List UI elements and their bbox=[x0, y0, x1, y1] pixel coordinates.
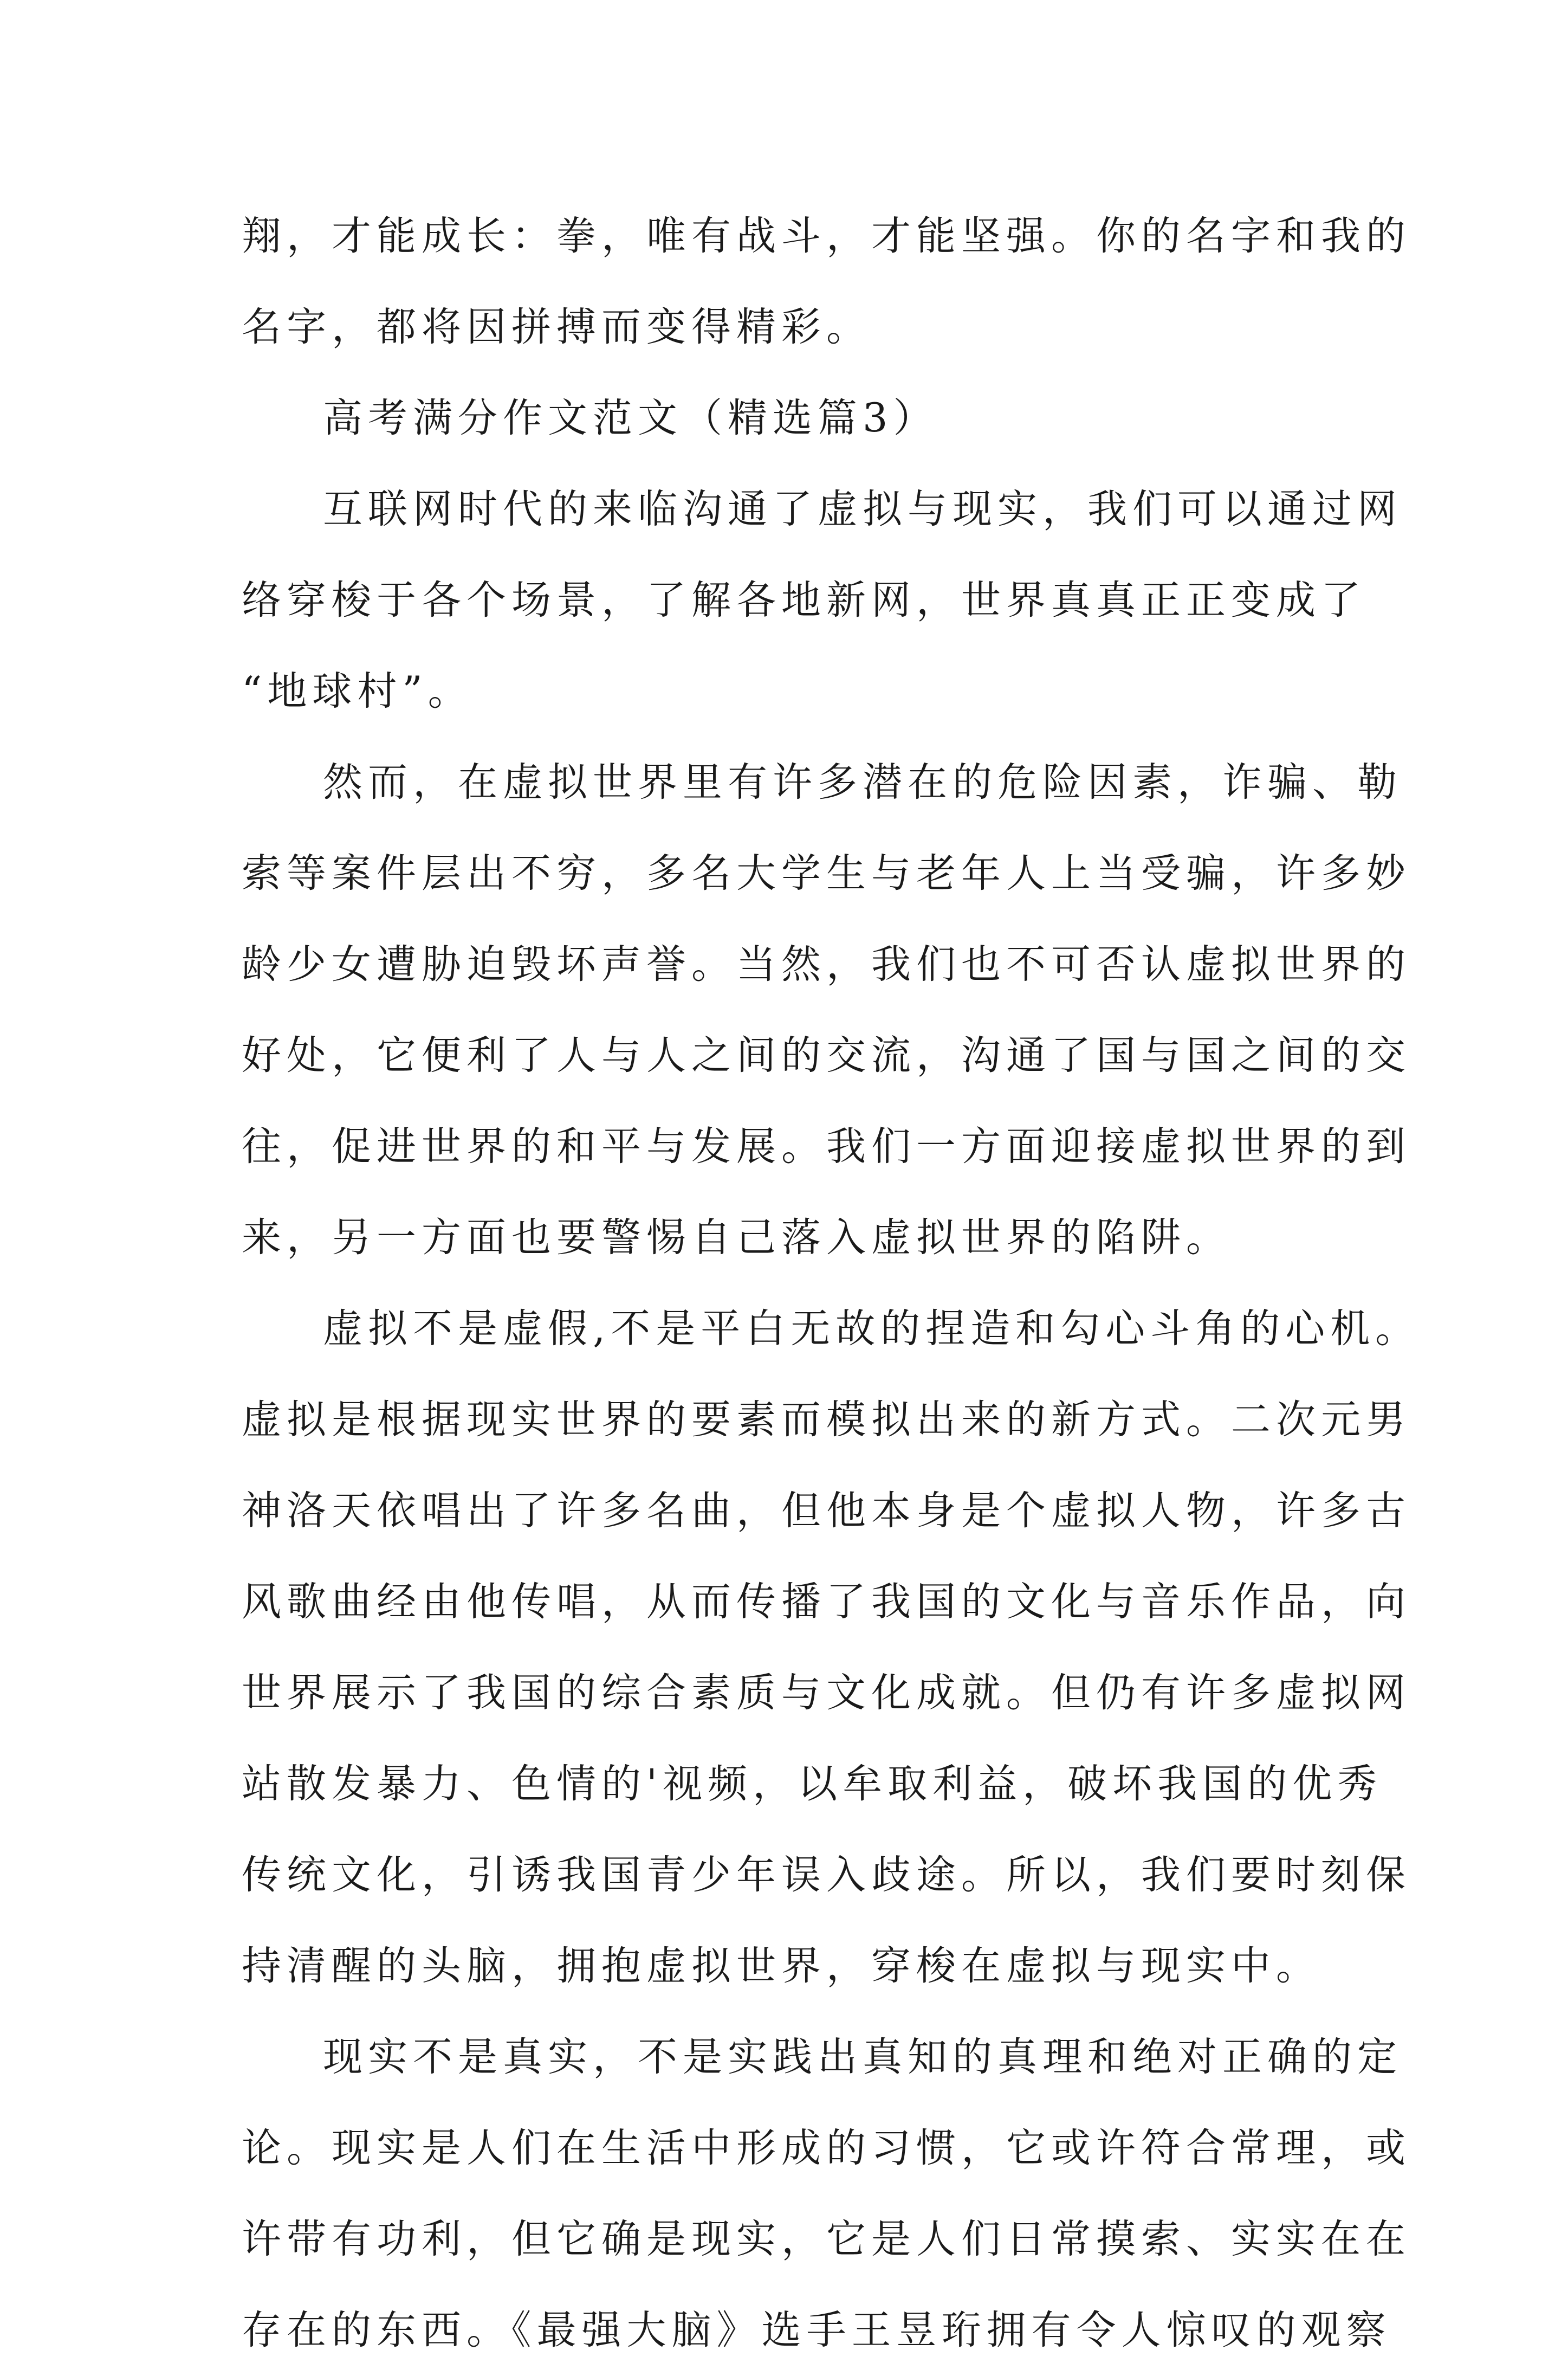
text-line: 存在的东西。《最强大脑》选手王昱珩拥有令人惊叹的观察 bbox=[242, 2307, 1391, 2353]
text-line: 虚拟不是虚假,不是平白无故的捏造和勾心斗角的心机。 bbox=[323, 1306, 1421, 1352]
section-heading bbox=[242, 373, 1332, 464]
text-line: 络穿梭于各个场景，了解各地新网，世界真真正正变成了 bbox=[242, 577, 1366, 623]
text-line: 龄少女遭胁迫毁坏声誉。当然，我们也不可否认虚拟世界的 bbox=[242, 941, 1411, 987]
text-line: 索等案件层出不穷，多名大学生与老年人上当受骗，许多妙 bbox=[242, 850, 1411, 896]
text-line: 虚拟是根据现实世界的要素而模拟出来的新方式。二次元男 bbox=[242, 1397, 1411, 1443]
text-line: 互联网时代的来临沟通了虚拟与现实，我们可以通过网 bbox=[323, 486, 1402, 532]
text-line: 站散发暴力、色情的'视频，以牟取利益，破坏我国的优秀 bbox=[242, 1761, 1383, 1807]
text-line: 论。现实是人们在生活中形成的习惯，它或许符合常理，或 bbox=[242, 2125, 1411, 2171]
paragraph bbox=[242, 191, 1411, 373]
text-line: 往，促进世界的和平与发展。我们一方面迎接虚拟世界的到 bbox=[242, 1124, 1411, 1170]
paragraph bbox=[242, 737, 1411, 1283]
heading-line: 高考满分作文范文（精选篇3） bbox=[323, 395, 938, 441]
text-line: 然而，在虚拟世界里有许多潜在的危险因素，诈骗、勒 bbox=[323, 759, 1402, 805]
text-line: “地球村”。 bbox=[242, 668, 473, 714]
text-line: 神洛天依唱出了许多名曲，但他本身是个虚拟人物，许多古 bbox=[242, 1488, 1411, 1534]
paragraph bbox=[242, 464, 1402, 737]
text-line: 世界展示了我国的综合素质与文化成就。但仍有许多虚拟网 bbox=[242, 1670, 1411, 1716]
text-line: 名字，都将因拼搏而变得精彩。 bbox=[242, 304, 871, 350]
text-line: 好处，它便利了人与人之间的交流，沟通了国与国之间的交 bbox=[242, 1032, 1411, 1079]
text-line: 现实不是真实，不是实践出真知的真理和绝对正确的定 bbox=[323, 2034, 1402, 2080]
paragraph bbox=[242, 1283, 1421, 2012]
text-line: 风歌曲经由他传唱，从而传播了我国的文化与音乐作品，向 bbox=[242, 1579, 1411, 1625]
text-line: 许带有功利，但它确是现实，它是人们日常摸索、实实在在 bbox=[242, 2216, 1411, 2262]
text-line: 翔，才能成长：拳，唯有战斗，才能坚强。你的名字和我的 bbox=[242, 213, 1411, 259]
document-page bbox=[242, 191, 1421, 2376]
paragraph bbox=[242, 2012, 1411, 2376]
text-line: 持清醒的头脑，拥抱虚拟世界，穿梭在虚拟与现实中。 bbox=[242, 1943, 1321, 1989]
text-line: 来，另一方面也要警惕自己落入虚拟世界的陷阱。 bbox=[242, 1215, 1231, 1261]
text-line: 传统文化，引诱我国青少年误入歧途。所以，我们要时刻保 bbox=[242, 1852, 1411, 1898]
